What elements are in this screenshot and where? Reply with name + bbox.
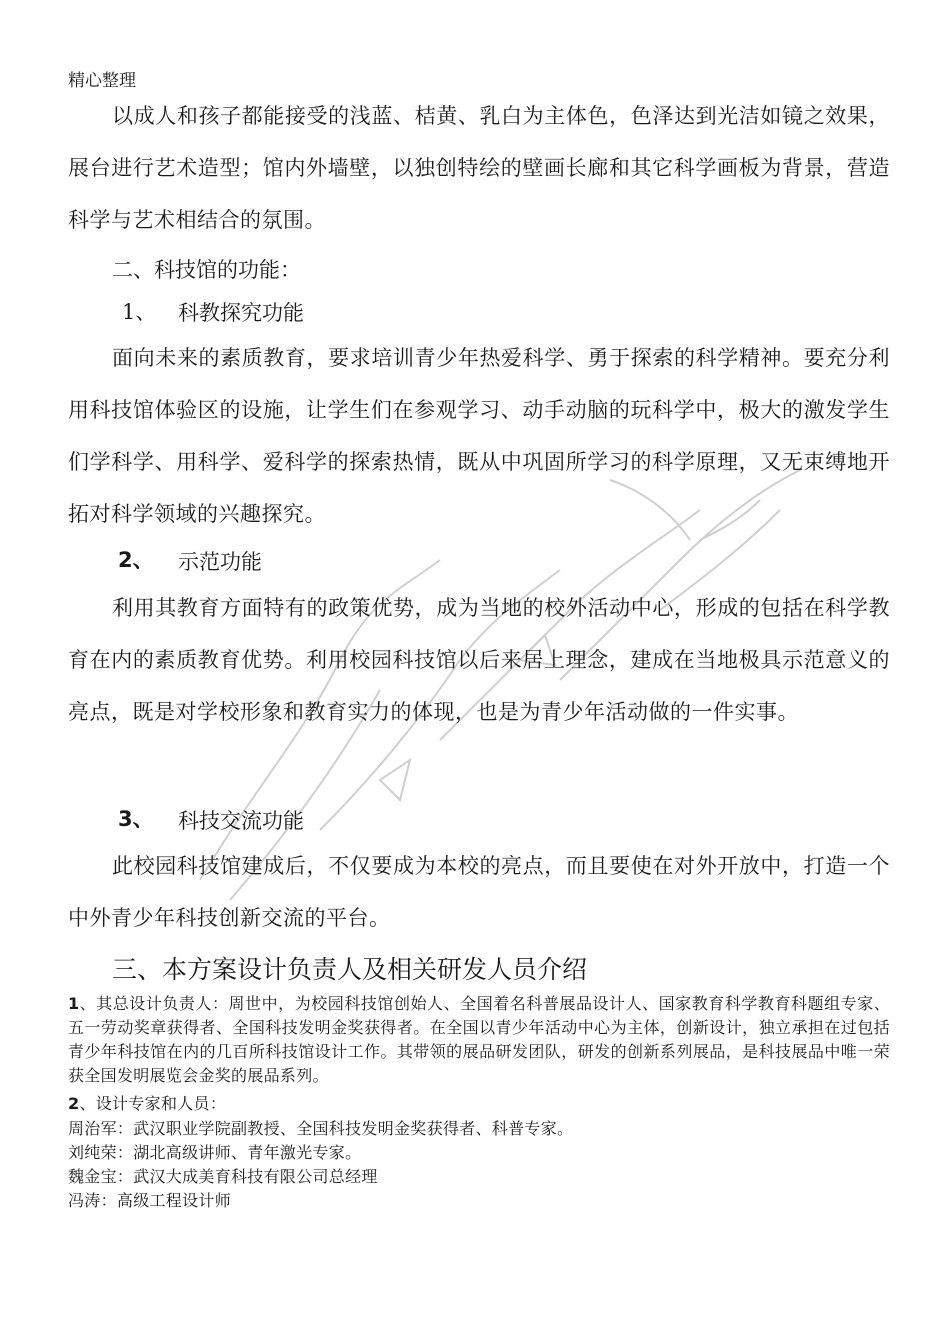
item3-number: 3、 [118,807,154,831]
item3-paragraph: 此校园科技馆建成后，不仅要成为本校的亮点，而且要使在对外开放中，打造一个中外青少年科技创新交流的平台。 [68,854,890,930]
item1-title: 科教探究功能 [178,301,304,325]
item3-number-wrap [118,803,154,833]
section3-paragraph2 [68,1092,890,1116]
p2-number: 2 [68,1094,80,1113]
page-header: 精心整理 [68,71,136,91]
person-item: 冯涛：高级工程设计师 [68,1191,232,1210]
person-item: 周治军：武汉职业学院副教授、全国科技发明金奖获得者、科普专家。 [68,1119,574,1138]
p1-text: 、其总设计负责人：周世中，为校园科技馆创始人、全国着名科普展品设计人、国家教育科学教育科题组专家、五一劳动奖章获得者、全国科技发明金奖获得者。在全国以青少年活动中心为主体，创新设计，独立承担在过包括青少年科技馆在内的几百所科技馆设计工作。其带领的展品研发团队，研发的创新系列展品，是科技展品中唯一荣获全国发明展览会金奖的展品系列。 [68,994,890,1085]
item2-number-wrap [118,544,154,574]
people-list [68,1117,890,1213]
item1-paragraph: 面向未来的素质教育，要求培训青少年热爱科学、勇于探索的科学精神。要充分利用科技馆体验区的设施，让学生们在参观学习、动手动脑的玩科学中，极大的激发学生们学科学、用科学、爱科学的探索热情，既从中巩固所学习的科学原理，又无束缚地开拓对科学领域的兴趣探究。 [68,346,890,526]
item3-title: 科技交流功能 [178,809,304,833]
person-item: 刘纯荣：湖北高级讲师、青年激光专家。 [68,1143,362,1162]
p2-text: 、设计专家和人员： [79,1094,227,1113]
section2-title: 二、科技馆的功能： [112,258,301,282]
p1-number: 1 [68,994,80,1013]
person-item: 魏金宝：武汉大成美育科技有限公司总经理 [68,1167,378,1186]
intro-paragraph: 以成人和孩子都能接受的浅蓝、桔黄、乳白为主体色，色泽达到光洁如镜之效果，展台进行艺术造型；馆内外墙壁，以独创特绘的壁画长廊和其它科学画板为背景，营造科学与艺术相结合的氛围。 [68,104,890,232]
section3-paragraph1 [68,992,890,1088]
item2-paragraph: 利用其教育方面特有的政策优势，成为当地的校外活动中心，形成的包括在科学教育在内的素质教育优势。利用校园科技馆以后来居上理念，建成在当地极具示范意义的亮点，既是对学校形象和教育实力的体现，也是为青少年活动做的一件实事。 [68,596,890,724]
item1-number: 1、 [122,300,157,324]
item2-number: 2、 [118,548,154,572]
item2-title: 示范功能 [178,550,262,574]
section3-title: 三、本方案设计负责人及相关研发人员介绍 [112,955,588,984]
